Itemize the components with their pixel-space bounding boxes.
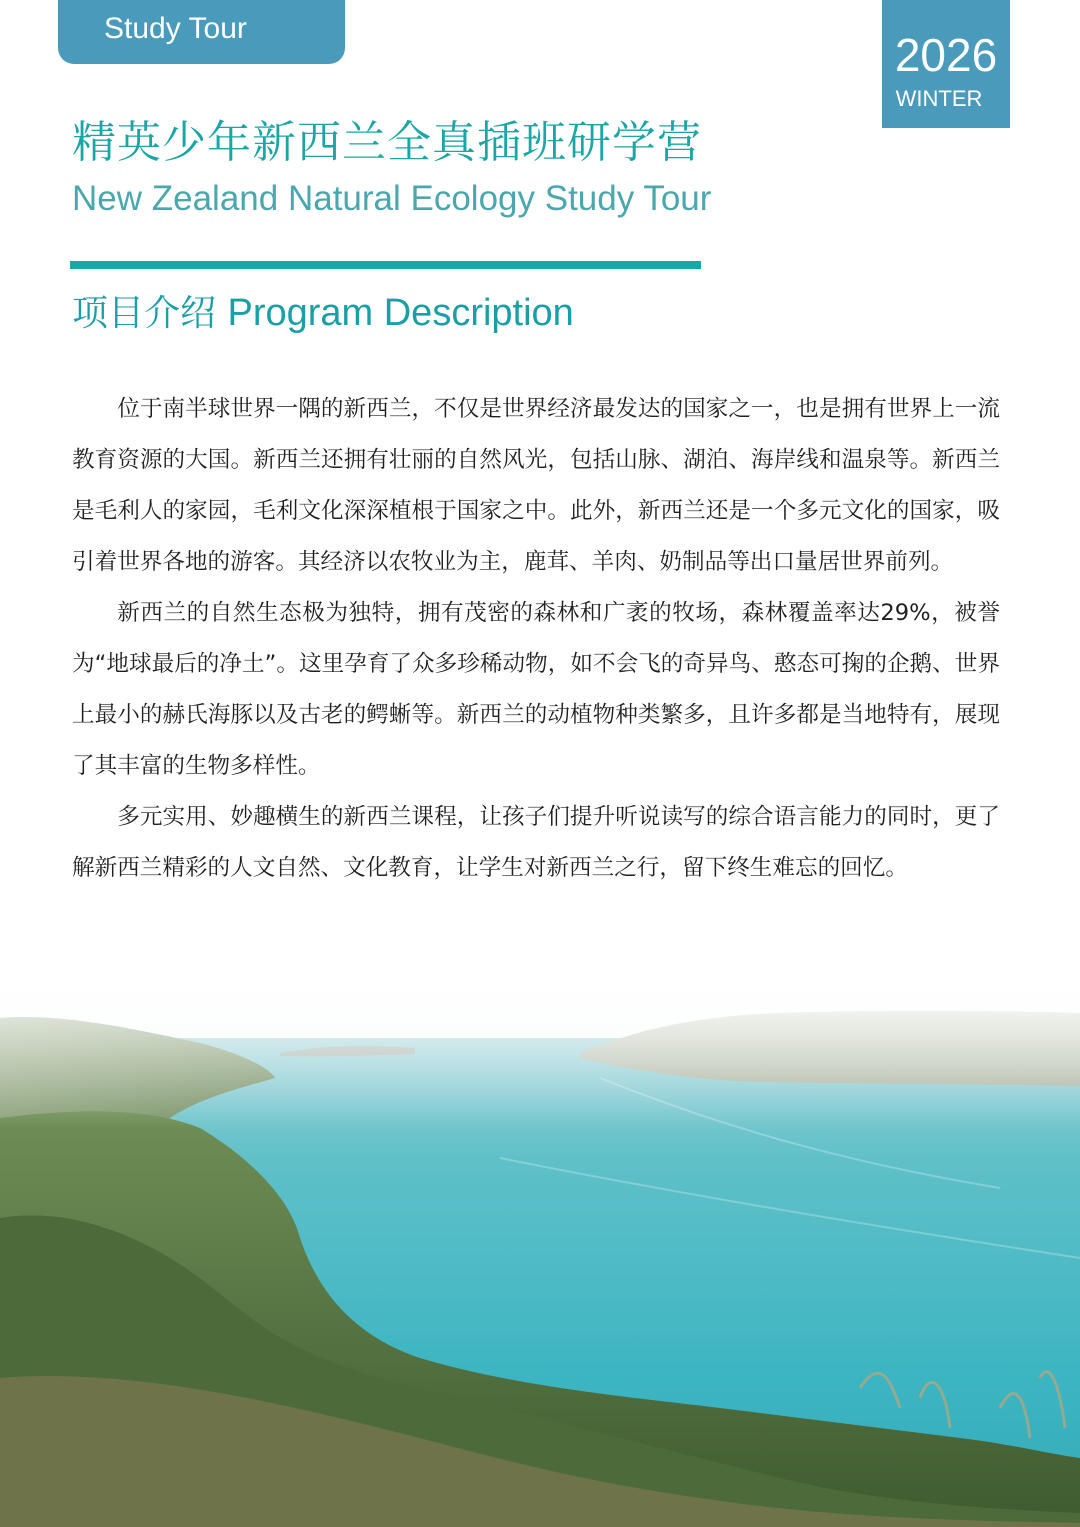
- paragraph-courses: 多元实用、妙趣横生的新西兰课程，让孩子们提升听说读写的综合语言能力的同时，更了解新西兰精彩的人文自然、文化教育，让学生对新西兰之行，留下终生难忘的回忆。: [72, 804, 1000, 881]
- title-divider: [70, 261, 701, 269]
- paragraph-ecology: 新西兰的自然生态极为独特，拥有茂密的森林和广袤的牧场，森林覆盖率达29%，被誉为“地球最后的净土”。这里孕育了众多珍稀动物，如不会飞的奇异鸟、憨态可掬的企鹅、世界上最小的赫氏海豚以及古老的鳄蜥等。新西兰的动植物种类繁多，且许多都是当地特有，展现了其丰富的生物多样性。: [72, 600, 1000, 779]
- coastline-photo: [0, 958, 1080, 1527]
- paragraph-intro: 位于南半球世界一隅的新西兰，不仅是世界经济最发达的国家之一，也是拥有世界上一流教育资源的大国。新西兰还拥有壮丽的自然风光，包括山脉、湖泊、海岸线和温泉等。新西兰是毛利人的家园，毛利文化深深植根于国家之中。此外，新西兰还是一个多元文化的国家，吸引着世界各地的游客。其经济以农牧业为主，鹿茸、羊肉、奶制品等出口量居世界前列。: [72, 396, 1000, 575]
- page-title-cn: 精英少年新西兰全真插班研学营: [72, 117, 702, 168]
- section-heading-cn: 项目介绍: [72, 293, 217, 334]
- study-tour-tab: [58, 0, 345, 64]
- section-heading-en: Program Description: [227, 292, 574, 334]
- page-title-en: New Zealand Natural Ecology Study Tour: [72, 179, 712, 218]
- badge-year: 2026: [894, 29, 998, 81]
- tab-label: Study Tour: [104, 12, 247, 45]
- badge-season: WINTER: [895, 86, 983, 111]
- coastline-landscape-image: [0, 958, 1080, 1527]
- year-badge: [882, 0, 1010, 128]
- program-description: [72, 384, 1000, 894]
- section-heading: [72, 290, 574, 337]
